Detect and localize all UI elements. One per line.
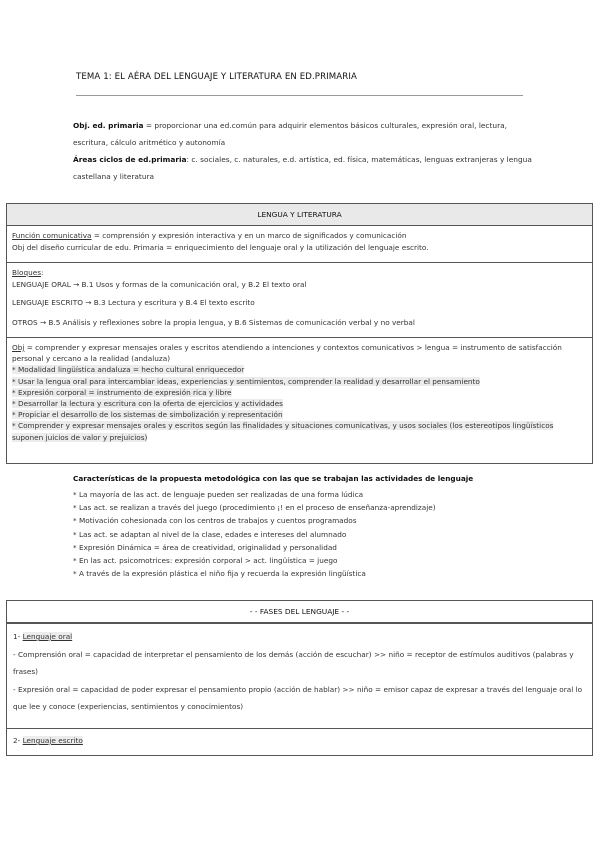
- fase-oral-title: 1- Lenguaje oral: [13, 632, 73, 641]
- intro-objective: [73, 117, 533, 151]
- objetivo-intro: [12, 342, 587, 364]
- objetivo-item: * Comprender y expresar mensajes orales y escritos según las finalidades y situaciones comunicativas, y usos sociales (los estereotipos lingüísticos suponen juicios de valor y prejuicios): [12, 421, 554, 442]
- fases-header: - - FASES DEL LENGUAJE - -: [7, 601, 592, 623]
- funcion-text: = comprensión y expresión interactiva y en un marco de significados y comunicación: [91, 231, 407, 240]
- fase-oral-label: Lenguaje oral: [22, 632, 73, 641]
- fase-escrito-section: 2- Lenguaje escrito: [7, 728, 592, 758]
- bloques-label: Bloques: [12, 268, 42, 277]
- bloque-item: LENGUAJE ORAL → B.1 Usos y formas de la comunicación oral, y B.2 El texto oral: [12, 280, 307, 289]
- metodologia-section: [73, 472, 543, 580]
- objetivo-text: = comprender y expresar mensajes orales y escritos atendiendo a intenciones y contextos comunicativos > lengua = instrumento de satisfacción personal y cercano a la realidad (andaluza): [12, 343, 562, 364]
- metodologia-item: * Motivación cohesionada con los centros de trabajos y cuentos programados: [73, 516, 357, 526]
- intro-areas-label: Áreas ciclos de ed.primaria: [73, 155, 187, 164]
- funcion-section: [7, 226, 592, 262]
- objetivo-item: * Modalidad lingüística andaluza = hecho cultural enriquecedor: [12, 365, 245, 375]
- metodologia-item: * Las act. se realizan a través del juego (procedimiento ¡! en el proceso de enseñanza-aprendizaje): [73, 503, 436, 513]
- comprension-oral: - Comprensión oral = capacidad de interpretar el pensamiento de los demás (acción de escuchar) >> niño = receptor de estímulos auditivos (palabras y frases): [13, 649, 574, 676]
- metodologia-title: Características de la propuesta metodológica con las que se trabajan las actividades de lenguaje: [73, 474, 474, 483]
- objetivo-item: * Propiciar el desarrollo de los sistemas de simbolización y representación: [12, 410, 283, 420]
- expresion-oral: - Expresión oral = capacidad de poder expresar el pensamiento propio (acción de hablar) >> niño = emisor capaz de expresar a través del lenguaje oral lo que lee y conoce (experiencias, sentimientos y conocimientos): [13, 684, 583, 711]
- fases-lenguaje-box: [6, 600, 593, 756]
- intro-areas: [73, 151, 533, 185]
- objetivo-item: * Usar la lengua oral para intercambiar ideas, experiencias y sentimientos, comprender la realidad y desarrollar el pensamiento: [12, 376, 480, 386]
- objetivos-section: [7, 337, 592, 465]
- objetivo-item: * Expresión corporal = instrumento de expresión rica y libre: [12, 387, 232, 397]
- intro-objective-label: Obj. ed. primaria: [73, 121, 144, 130]
- intro-areas-text: : c. sociales, c. naturales, e.d. artística, ed. física, matemáticas, lenguas extranjeras y lengua castellana y literatura: [73, 155, 532, 181]
- lengua-header: LENGUA Y LITERATURA: [7, 204, 592, 226]
- metodologia-item: * Expresión Dinámica = área de creatividad, originalidad y personalidad: [73, 542, 337, 552]
- intro-section: [73, 117, 533, 185]
- objetivo-item: * Desarrollar la lectura y escritura con la oferta de ejercicios y actividades: [12, 399, 283, 409]
- intro-objective-text: = proporcionar una ed.común para adquirir elementos básicos culturales, expresión oral, lectura, escritura, cálculo aritmético y autonomía: [73, 121, 507, 147]
- bloques-section: [7, 262, 592, 337]
- lengua-literatura-box: [6, 203, 593, 464]
- bloques-title: [12, 267, 587, 279]
- page-title: TEMA 1: EL AÉRA DEL LENGUAJE Y LITERATURA EN ED.PRIMARIA: [76, 72, 357, 82]
- metodologia-item: * A través de la expresión plástica el niño fija y recuerda la expresión lingüística: [73, 569, 366, 579]
- bloque-item: LENGUAJE ESCRITO → B.3 Lectura y escritura y B.4 El texto escrito: [12, 298, 255, 307]
- bloques-colon: :: [41, 268, 44, 277]
- funcion-label: Función comunicativa: [12, 231, 92, 240]
- funcion-line: [12, 230, 587, 242]
- objetivo-label: Obj: [12, 343, 25, 352]
- fase-oral-section: [7, 623, 592, 728]
- title-divider: [76, 95, 523, 96]
- metodologia-item: * En las act. psicomotrices: expresión corporal > act. lingüística = juego: [73, 556, 338, 566]
- metodologia-item: * Las act. se adaptan al nivel de la clase, edades e intereses del alumnado: [73, 529, 347, 539]
- obj-diseno-line: Obj del diseño curricular de edu. Primaria = enriquecimiento del lenguaje oral y la utilización del lenguaje escrito.: [12, 243, 429, 252]
- bloque-item: OTROS → B.5 Análisis y reflexiones sobre la propia lengua, y B.6 Sistemas de comunicación verbal y no verbal: [12, 318, 415, 327]
- fase-escrito-label: Lenguaje escrito: [22, 736, 83, 745]
- metodologia-item: * La mayoría de las act. de lenguaje pueden ser realizadas de una forma lúdica: [73, 490, 364, 499]
